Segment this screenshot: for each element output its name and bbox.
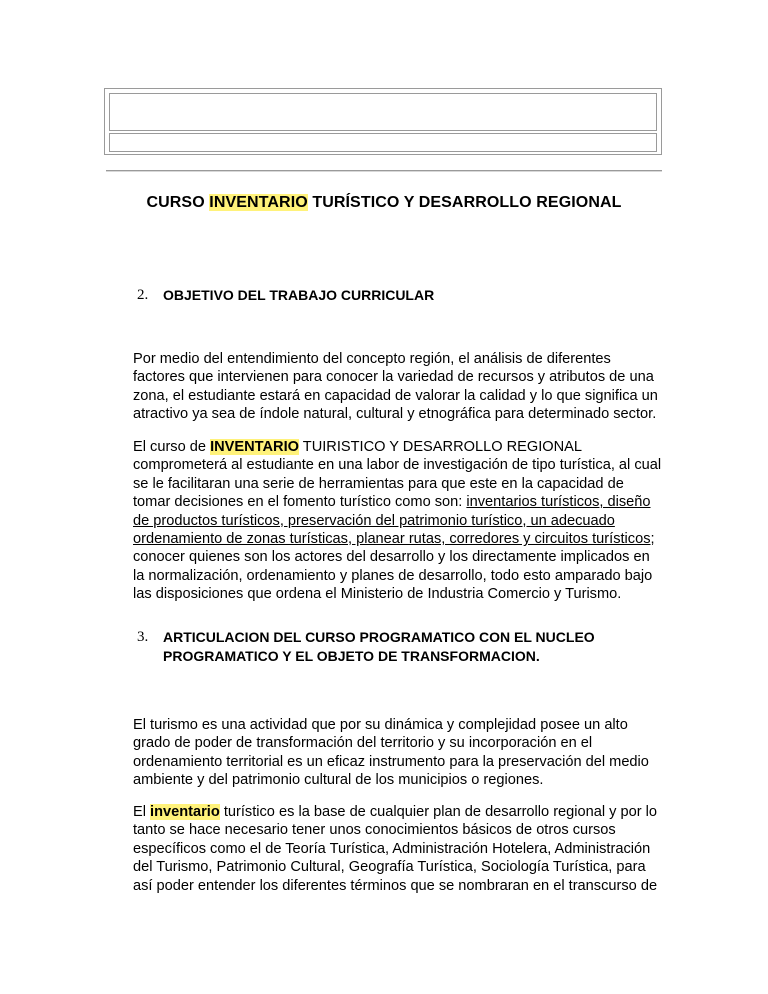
section-3-number: 3. — [137, 629, 149, 645]
header-table-cell-top — [109, 93, 657, 131]
paragraph-2 — [133, 438, 663, 604]
p2-highlight: INVENTARIO — [210, 439, 299, 455]
p4-pre: El — [133, 804, 151, 820]
paragraph-4 — [133, 803, 663, 895]
p2-mid: TUIRISTICO Y DESARROLLO REGIONAL comprometerá al estudiante en una labor de investigación de tipo turística, al cual se le facilitaran una serie de herramientas para que este en la capacidad de tomar decisiones en el fomento turístico como son: — [133, 439, 662, 511]
section-2-number: 2. — [137, 287, 149, 303]
section-2-heading — [137, 286, 683, 305]
section-3-heading — [137, 628, 683, 666]
header-table — [104, 88, 662, 155]
paragraph-1: Por medio del entendimiento del concepto región, el análisis de diferentes factores que intervienen para conocer la variedad de recursos y atributos de una zona, el estudiante estará en capacidad de valorar la calidad y lo que significa un atractivo ya sea de índole natural, cultural y etnográfica para determinado sector. — [133, 351, 658, 423]
header-table-cell-bottom — [109, 133, 657, 152]
p2-underlined: inventarios turísticos, diseño de productos turísticos, preservación del patrimonio turístico, un adecuado ordenamiento de zonas turísticas, planear rutas, corredores y circuitos turísticos — [133, 494, 651, 548]
p4-post: turístico es la base de cualquier plan de desarrollo regional y por lo tanto se hace necesario tener unos conocimientos básicos de otros cursos específicos como el de Teoría Turística, Administración Hotelera, Administración del Turismo, Patrimonio Cultural, Geografía Turística, Sociología Turística, para así poder entender los diferentes términos que se nombraran en el transcurso de — [133, 804, 658, 894]
section-2-text: OBJETIVO DEL TRABAJO CURRICULAR — [163, 287, 435, 303]
title-highlight: INVENTARIO — [209, 194, 308, 211]
p2-post: ; conocer quienes son los actores del desarrollo y los directamente implicados en la normalización, ordenamiento y planes de desarrollo, todo esto amparado bajo las disposiciones que ordena el Ministerio de Industria Comercio y Turismo. — [133, 531, 655, 603]
title-pre: CURSO — [146, 194, 210, 211]
paragraph-3: El turismo es una actividad que por su dinámica y complejidad posee un alto grado de poder de transformación del territorio y su incorporación en el ordenamiento territorial es un eficaz instrumento para la preservación del medio ambiente y del patrimonio cultural de los municipios o regiones. — [133, 717, 649, 789]
p4-highlight: inventario — [150, 804, 220, 820]
section-3-text: ARTICULACION DEL CURSO PROGRAMATICO CON EL NUCLEO PROGRAMATICO Y EL OBJETO DE TRANSFORMACION. — [163, 629, 595, 664]
document-title — [0, 194, 768, 212]
horizontal-rule — [106, 170, 662, 172]
title-post: TURÍSTICO Y DESARROLLO REGIONAL — [307, 194, 622, 211]
p2-pre: El curso de — [133, 439, 211, 455]
